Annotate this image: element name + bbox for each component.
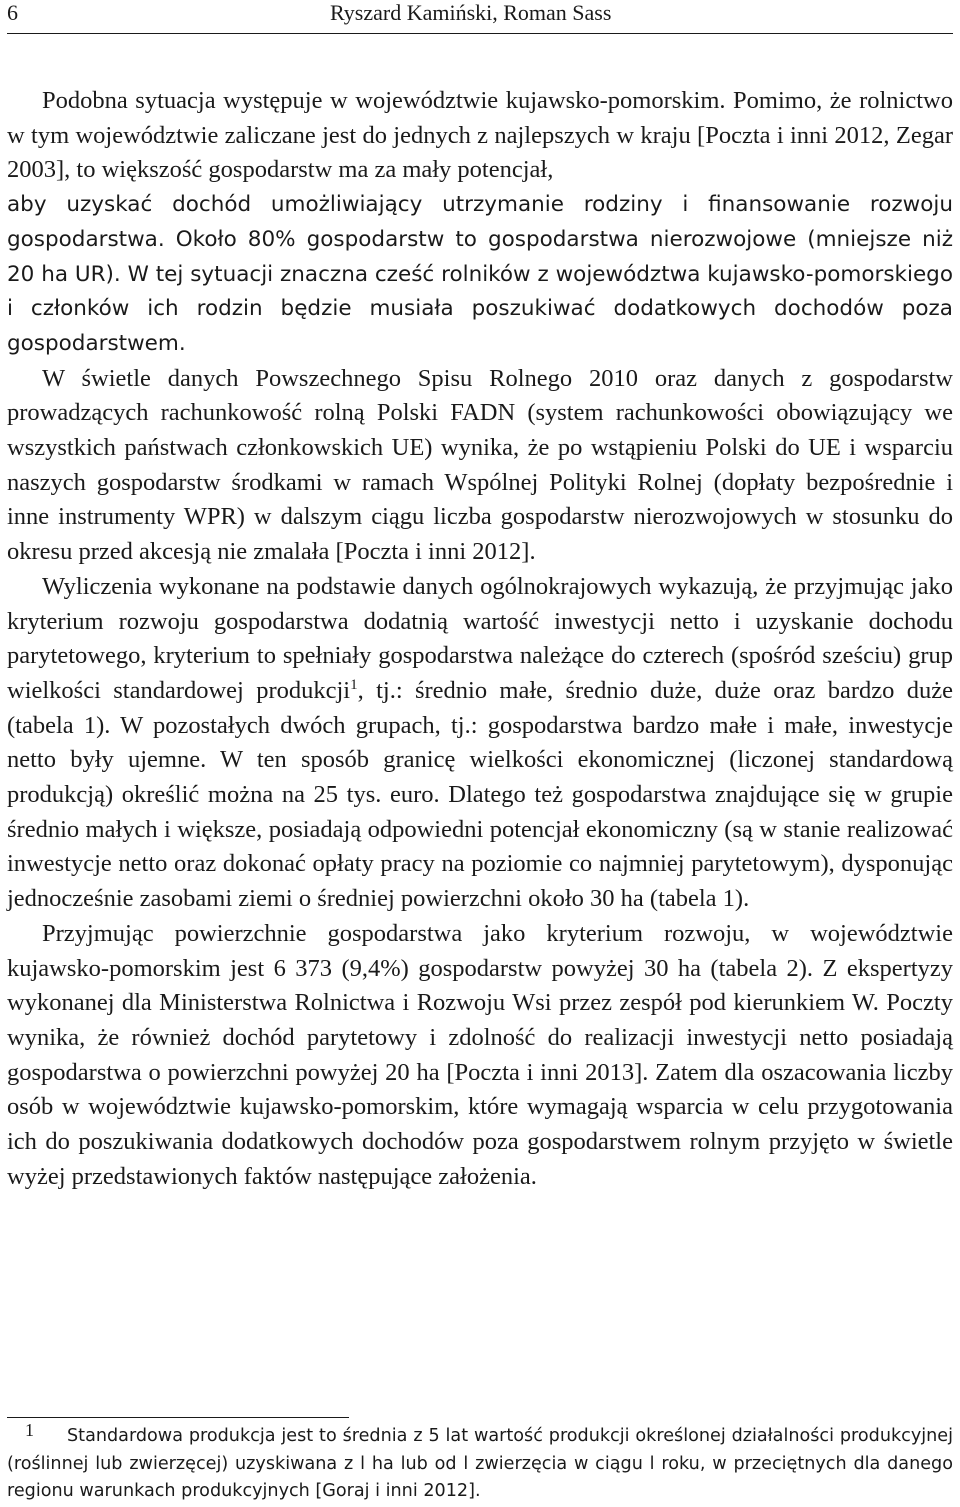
footnote: 1 Standardowa produkcja jest to średnia z 5 lat wartość produkcji określonej działalności produkcyjnej (roślinnej lub zwierzęcej) uzyskiwana z l ha lub od l zwierzęcia w ciągu l roku, w przeciętnych dla danego regionu warunkach produkcyjnych [Goraj i inni 2012]. [7, 1420, 953, 1501]
page-number: 6 [7, 0, 18, 25]
paragraph-4: Przyjmując powierzchnie gospodarstwa jako kryterium rozwoju, w województwie kujawsko-pomorskim jest 6 373 (9,4%) gospodarstw powyżej 30 ha (tabela 2). Z ekspertyzy wykonanej dla Ministerstwa Rolnictwa i Rozwoju Wsi przez zespół pod kierunkiem W. Poczty wynika, że również dochód parytetowy i zdolność do realizacji inwestycji netto posiadają gospodarstwa o powierzchni powyżej 20 ha [Poczta i inni 2013]. Zatem dla oszacowania liczby osób w województwie kujawsko-pomorskim, które wymagają wsparcia w celu przygotowania ich do poszukiwania dodatkowych dochodów poza gospodarstwem rolnym przyjęto w świetle wyżej przedstawionych faktów następujące założenia. [7, 919, 953, 1190]
footnote-rule [7, 1417, 349, 1418]
running-header [7, 0, 953, 26]
paragraph-3-text-end: , tj.: średnio małe, średnio duże, duże oraz bardzo duże (tabela 1). W pozostałych dwóch grupach, tj.: gospodarstwa bardzo małe i małe, inwestycje netto były ujemne. W ten sposób granicę wielkości ekonomicznej (liczonej standardową produkcją) określić można na 25 tys. euro. Dlatego też gospodarstwa znajdujące się w grupie średnio małych i większe, posiadają odpowiedni potencjał ekonomiczny (są w stanie realizować inwestycje netto oraz dokonać opłaty pracy na poziomie co najmniej parytetowym), dysponując jednocześnie zasobami ziemi o średniej powierzchni około 30 ha (tabela 1). [7, 676, 954, 913]
body-text [7, 84, 953, 1195]
paragraph-1: Podobna sytuacja występuje w województwie kujawsko-pomorskim. Pomimo, że rolnictwo w tym województwie zaliczane jest do jednych z najlepszych w kraju [Poczta i inni 2012, Zegar 2003], to większość gospodarstw ma za mały potencjał, [7, 87, 953, 184]
running-title: Ryszard Kamiński, Roman Sass [330, 0, 612, 25]
paragraph-1-continued: aby uzyskać dochód umożliwiający utrzymanie rodziny i finansowanie rozwoju gospodarstwa. Około 80% gospodarstw to gospodarstwa nierozwojowe (mniejsze niż 20 ha UR). W tej sytuacji znaczna cześć rolników z województwa kujawsko-pomorskiego i członków ich rodzin będzie musiała poszukiwać dodatkowych dochodów poza gospodarstwem. [7, 192, 953, 356]
footnote-text: Standardowa produkcja jest to średnia z 5 lat wartość produkcji określonej działalności produkcyjnej (roślinnej lub zwierzęcej) uzyskiwana z l ha lub od l zwierzęcia w ciągu l roku, w przeciętnych dla danego regionu warunkach produkcyjnych [Goraj i inni 2012]. [7, 1426, 953, 1501]
document-page [7, 0, 953, 1507]
paragraph-3-text-start: Wyliczenia wykonane na podstawie danych ogólnokrajowych wykazują, że przyjmując jako kryterium rozwoju gospodarstwa dodatnią wartość inwestycji netto i uzyskanie dochodu parytetowego, kryterium to spełniały gospodarstwa należące do czterech (spośród sześciu) grup wielkości standardowej produkcji [7, 572, 953, 704]
header-rule [7, 33, 953, 34]
footnote-reference: 1 [350, 676, 358, 693]
paragraph-3 [7, 570, 953, 917]
paragraph-2: W świetle danych Powszechnego Spisu Rolnego 2010 oraz danych z gospodarstw prowadzących rachunkowość rolną Polski FADN (system rachunkowości obowiązujący we wszystkich państwach członkowskich UE) wynika, że po wstąpieniu Polski do UE i wsparciu naszych gospodarstw środkami w ramach Wspólnej Polityki Rolnej (dopłaty bezpośrednie i inne instrumenty WPR) w dalszym ciągu liczba gospodarstw nierozwojowych w stosunku do okresu przed akcesją nie zmalała [Poczta i inni 2012]. [7, 364, 953, 566]
